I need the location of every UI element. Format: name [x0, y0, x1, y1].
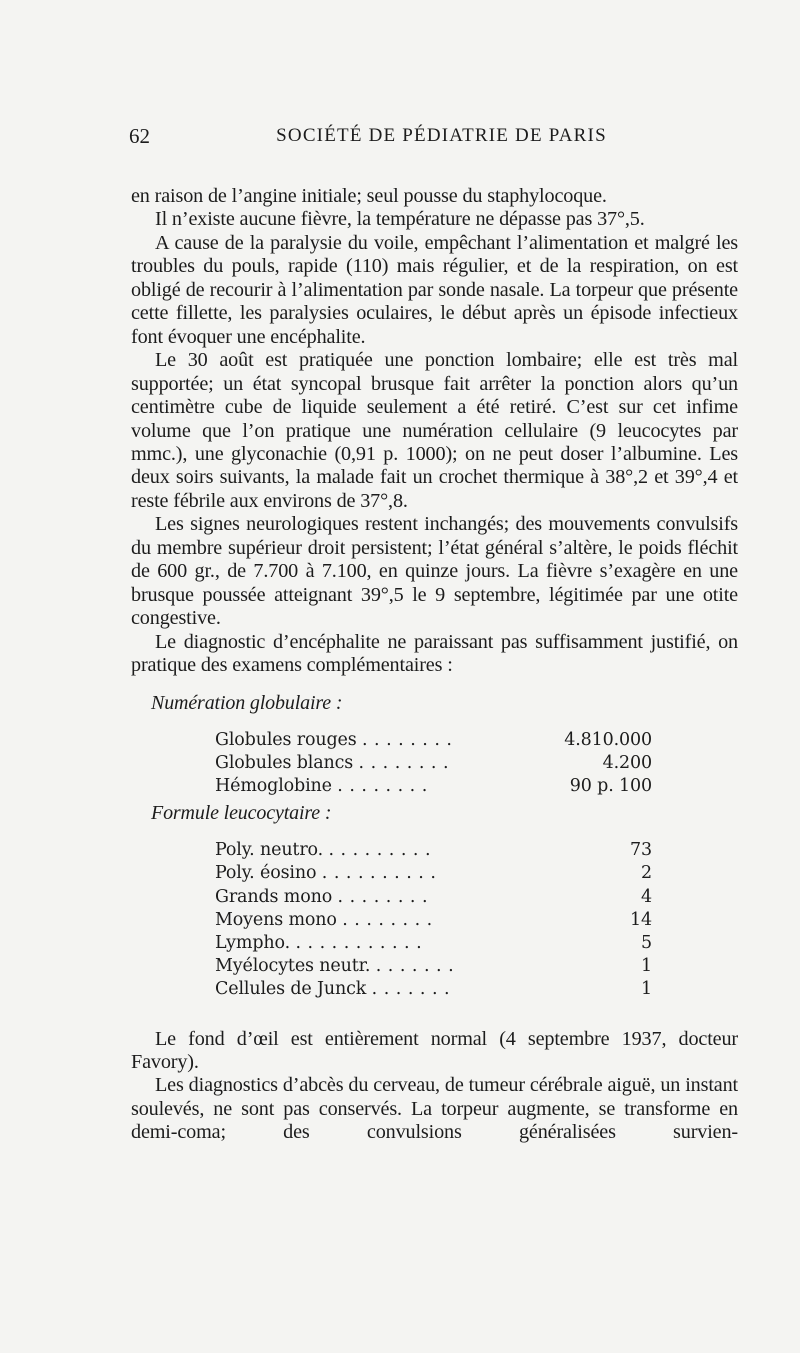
- table-row: [215, 932, 652, 955]
- leader-dots: ..........: [321, 863, 443, 884]
- row-value: 5: [641, 932, 652, 953]
- table-row: [215, 978, 652, 1001]
- leader-dots: .........: [328, 840, 438, 861]
- row-label: Moyens mono: [215, 909, 337, 930]
- leader-dots: ........: [358, 752, 456, 773]
- row-value: 4.810.000: [564, 729, 652, 750]
- leader-dots: ........: [361, 729, 459, 750]
- spacer: [131, 1006, 738, 1028]
- section-title-numeration: Numération globulaire :: [151, 691, 343, 714]
- row-label: Cellules de Junck: [215, 979, 367, 1000]
- row-label: Lympho.: [215, 932, 291, 953]
- page-header: [131, 122, 738, 150]
- paragraph: Les diagnostics d’abcès du cerveau, de tumeur cérébrale aiguë, un instant soulevés, ne sont pas conservés. La torpeur augmente, se transforme en demi-coma; des convulsions généralisées survien-: [131, 1074, 738, 1144]
- formule-table: [215, 839, 652, 1001]
- page-number: 62: [129, 124, 150, 148]
- paragraph: Il n’existe aucune fièvre, la température ne dépasse pas 37°,5.: [155, 208, 645, 231]
- paragraph: en raison de l’angine initiale; seul pousse du staphylocoque.: [131, 185, 607, 207]
- row-label: Globules rouges: [215, 729, 357, 750]
- numeration-table: [215, 729, 652, 799]
- row-value: 4: [641, 886, 652, 907]
- paragraph: Le fond d’œil est entièrement normal (4 septembre 1937, docteur Favory).: [131, 1027, 738, 1073]
- leader-dots: ........: [342, 909, 439, 930]
- row-value: 90 p. 100: [569, 775, 652, 796]
- row-label: Globules blancs: [215, 752, 354, 773]
- table-row: [215, 775, 652, 798]
- table-row: [215, 862, 652, 885]
- leader-dots: ........: [337, 775, 434, 796]
- row-label: Myélocytes neutr.: [215, 956, 371, 977]
- section-title-formule: Formule leucocytaire :: [151, 802, 332, 825]
- table-row: [215, 752, 652, 775]
- table-row: [215, 886, 652, 909]
- table-row: [215, 839, 652, 862]
- table-row: [215, 955, 652, 978]
- row-label: Poly. éosino: [215, 863, 317, 884]
- row-value: 73: [630, 840, 652, 861]
- body-text: [131, 185, 738, 1145]
- leader-dots: .......: [371, 979, 457, 1000]
- row-value: 14: [630, 909, 652, 930]
- row-value: 1: [641, 956, 652, 977]
- row-value: 1: [641, 979, 652, 1000]
- document-page: [131, 122, 738, 1145]
- running-title: SOCIÉTÉ DE PÉDIATRIE DE PARIS: [276, 125, 607, 146]
- leader-dots: .......: [375, 956, 461, 977]
- row-label: Poly. neutro.: [215, 840, 324, 861]
- paragraph: A cause de la paralysie du voile, empêchant l’alimentation et malgré les troubles du pouls, rapide (110) mais régulier, et de la respiration, on est obligé de recourir à l’alimentation par sonde nasale. La torpeur que présente cette fillette, les paralysies oculaires, le début après un épisode infectieux font évoquer une encéphalite.: [131, 231, 738, 348]
- leader-dots: ...........: [295, 932, 429, 953]
- table-row: [215, 909, 652, 932]
- row-value: 2: [641, 863, 652, 884]
- row-label: Hémoglobine: [215, 775, 332, 796]
- paragraph: Le diagnostic d’encéphalite ne paraissant pas suffisamment justifié, on pratique des examens complémentaires :: [131, 630, 738, 677]
- leader-dots: ........: [337, 886, 435, 907]
- paragraph: Les signes neurologiques restent inchangés; des mouvements convulsifs du membre supérieur droit persistent; l’état général s’altère, le poids fléchit de 600 gr., de 7.700 à 7.100, en quinze jours. La fièvre s’exagère en une brusque poussée atteignant 39°,5 le 9 septembre, légitimée par une otite congestive.: [131, 513, 738, 630]
- row-value: 4.200: [602, 752, 652, 773]
- row-label: Grands mono: [215, 886, 333, 907]
- table-row: [215, 729, 652, 752]
- paragraph: Le 30 août est pratiquée une ponction lombaire; elle est très mal supportée; un état syncopal brusque fait arrêter la ponction alors qu’un centimètre cube de liquide seulement a été retiré. C’est sur cet infime volume que l’on pratique une numération cellulaire (9 leucocytes par mmc.), une glyconachie (0,91 p. 1000); on ne peut doser l’albumine. Les deux soirs suivants, la malade fait un crochet thermique à 38°,2 et 39°,4 et reste fébrile aux environs de 37°,8.: [131, 349, 738, 512]
